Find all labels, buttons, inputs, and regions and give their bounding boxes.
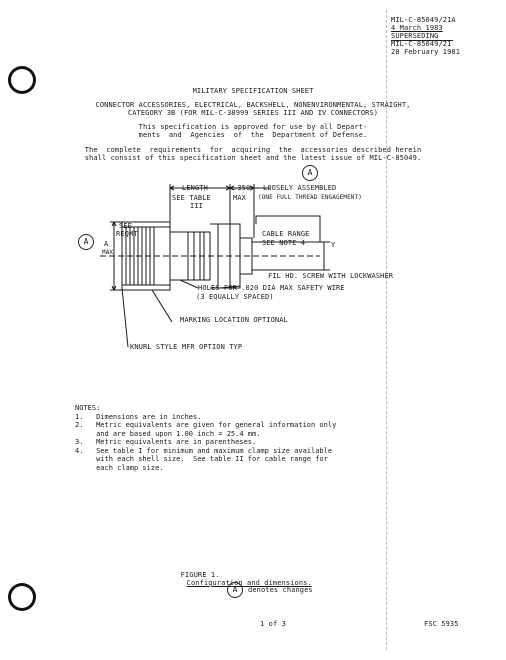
fil-hd-screw: FIL HD. SCREW WITH LOCKWASHER: [268, 272, 394, 280]
page-number: 1 of 3: [260, 620, 286, 628]
a-dim-max: MAX: [102, 249, 114, 256]
approval-line-1: This specification is approved for use by all Depart-: [138, 123, 368, 131]
loosely-assembled: LOOSELY ASSEMBLED: [263, 184, 337, 192]
fsc-code: FSC 5935: [424, 620, 459, 628]
subtitle-line-1: CONNECTOR ACCESSORIES, ELECTRICAL, BACKSHELL, NONENVIRONMENTAL, STRAIGHT,: [95, 101, 411, 109]
notes: [75, 404, 336, 472]
note-line: 4. See table I for minimum and maximum clamp size available: [75, 446, 333, 455]
punch-hole-bottom: [8, 583, 36, 611]
approval-line-2: ments and Agencies of the Department of Defense.: [138, 131, 368, 139]
a-dim-circle: A: [78, 234, 94, 250]
dim-350: .350: [233, 184, 251, 192]
see-reqmt-2: REQMT: [116, 230, 138, 238]
leader-knurl: [122, 288, 128, 347]
length-label: LENGTH: [182, 184, 208, 192]
holes-line-1: HOLES FOR .020 DIA MAX SAFETY WIRE: [198, 284, 345, 292]
superseded-date: 20 February 1981: [391, 48, 461, 56]
change-marker-circle: A: [302, 165, 318, 181]
denotes-changes-text: denotes changes: [248, 586, 313, 594]
page-title: MILITARY SPECIFICATION SHEET: [192, 87, 314, 95]
figure-caption-text: Configuration and dimensions.: [186, 579, 312, 587]
superseding-label: SUPERSEDING: [391, 32, 439, 40]
dim-350-max: MAX: [233, 194, 246, 202]
leader-holes: [180, 280, 198, 288]
denotes-changes-circle: A: [227, 582, 243, 598]
doc-date: 4 March 1983: [391, 24, 443, 32]
superseded-number: MIL-C-85049/21: [391, 40, 452, 48]
header-block: [391, 16, 460, 56]
leader-marking: [152, 290, 172, 322]
holes-line-2: (3 EQUALLY SPACED): [196, 293, 274, 301]
subtitle-line-2: CATEGORY 3B (FOR MIL-C-38999 SERIES III AND IV CONNECTORS): [127, 109, 379, 117]
note-line: each clamp size.: [75, 463, 164, 472]
notes-heading: NOTES:: [75, 404, 101, 412]
table-ref: III: [190, 202, 203, 210]
thread-engagement: (ONE FULL THREAD ENGAGEMENT): [258, 194, 362, 201]
note-line: 3. Metric equivalents are in parentheses.: [75, 438, 257, 446]
doc-number: MIL-C-85049/21A: [391, 16, 456, 24]
a-dim-label: A: [104, 240, 109, 248]
note-line: and are based upon 1.00 inch = 25.4 mm.: [75, 429, 261, 438]
y-label: Y: [331, 241, 336, 249]
figure-caption-prefix: FIGURE 1.: [180, 571, 220, 579]
figure-caption: [172, 563, 312, 587]
note-line: 1. Dimensions are in inches.: [75, 412, 202, 421]
see-table-label: SEE TABLE: [172, 194, 211, 202]
connector-drawing: [70, 182, 400, 382]
header-underline: [391, 40, 453, 41]
requirements-line-1: The complete requirements for acquiring the accessories described herein: [84, 146, 422, 154]
note-line: with each shell size. See table II for cable range for: [75, 455, 328, 463]
see-reqmt-1: SEE: [119, 222, 132, 230]
requirements-line-2: shall consist of this specification sheet and the latest issue of MIL-C-85049.: [84, 154, 422, 162]
cable-range-2: SEE NOTE 4: [262, 239, 306, 247]
cable-range-1: CABLE RANGE: [262, 230, 310, 238]
note-line: 2. Metric equivalents are given for general information only: [75, 421, 337, 429]
marking-location: MARKING LOCATION OPTIONAL: [180, 316, 288, 324]
knurl-style: KNURL STYLE MFR OPTION TYP: [130, 343, 243, 351]
